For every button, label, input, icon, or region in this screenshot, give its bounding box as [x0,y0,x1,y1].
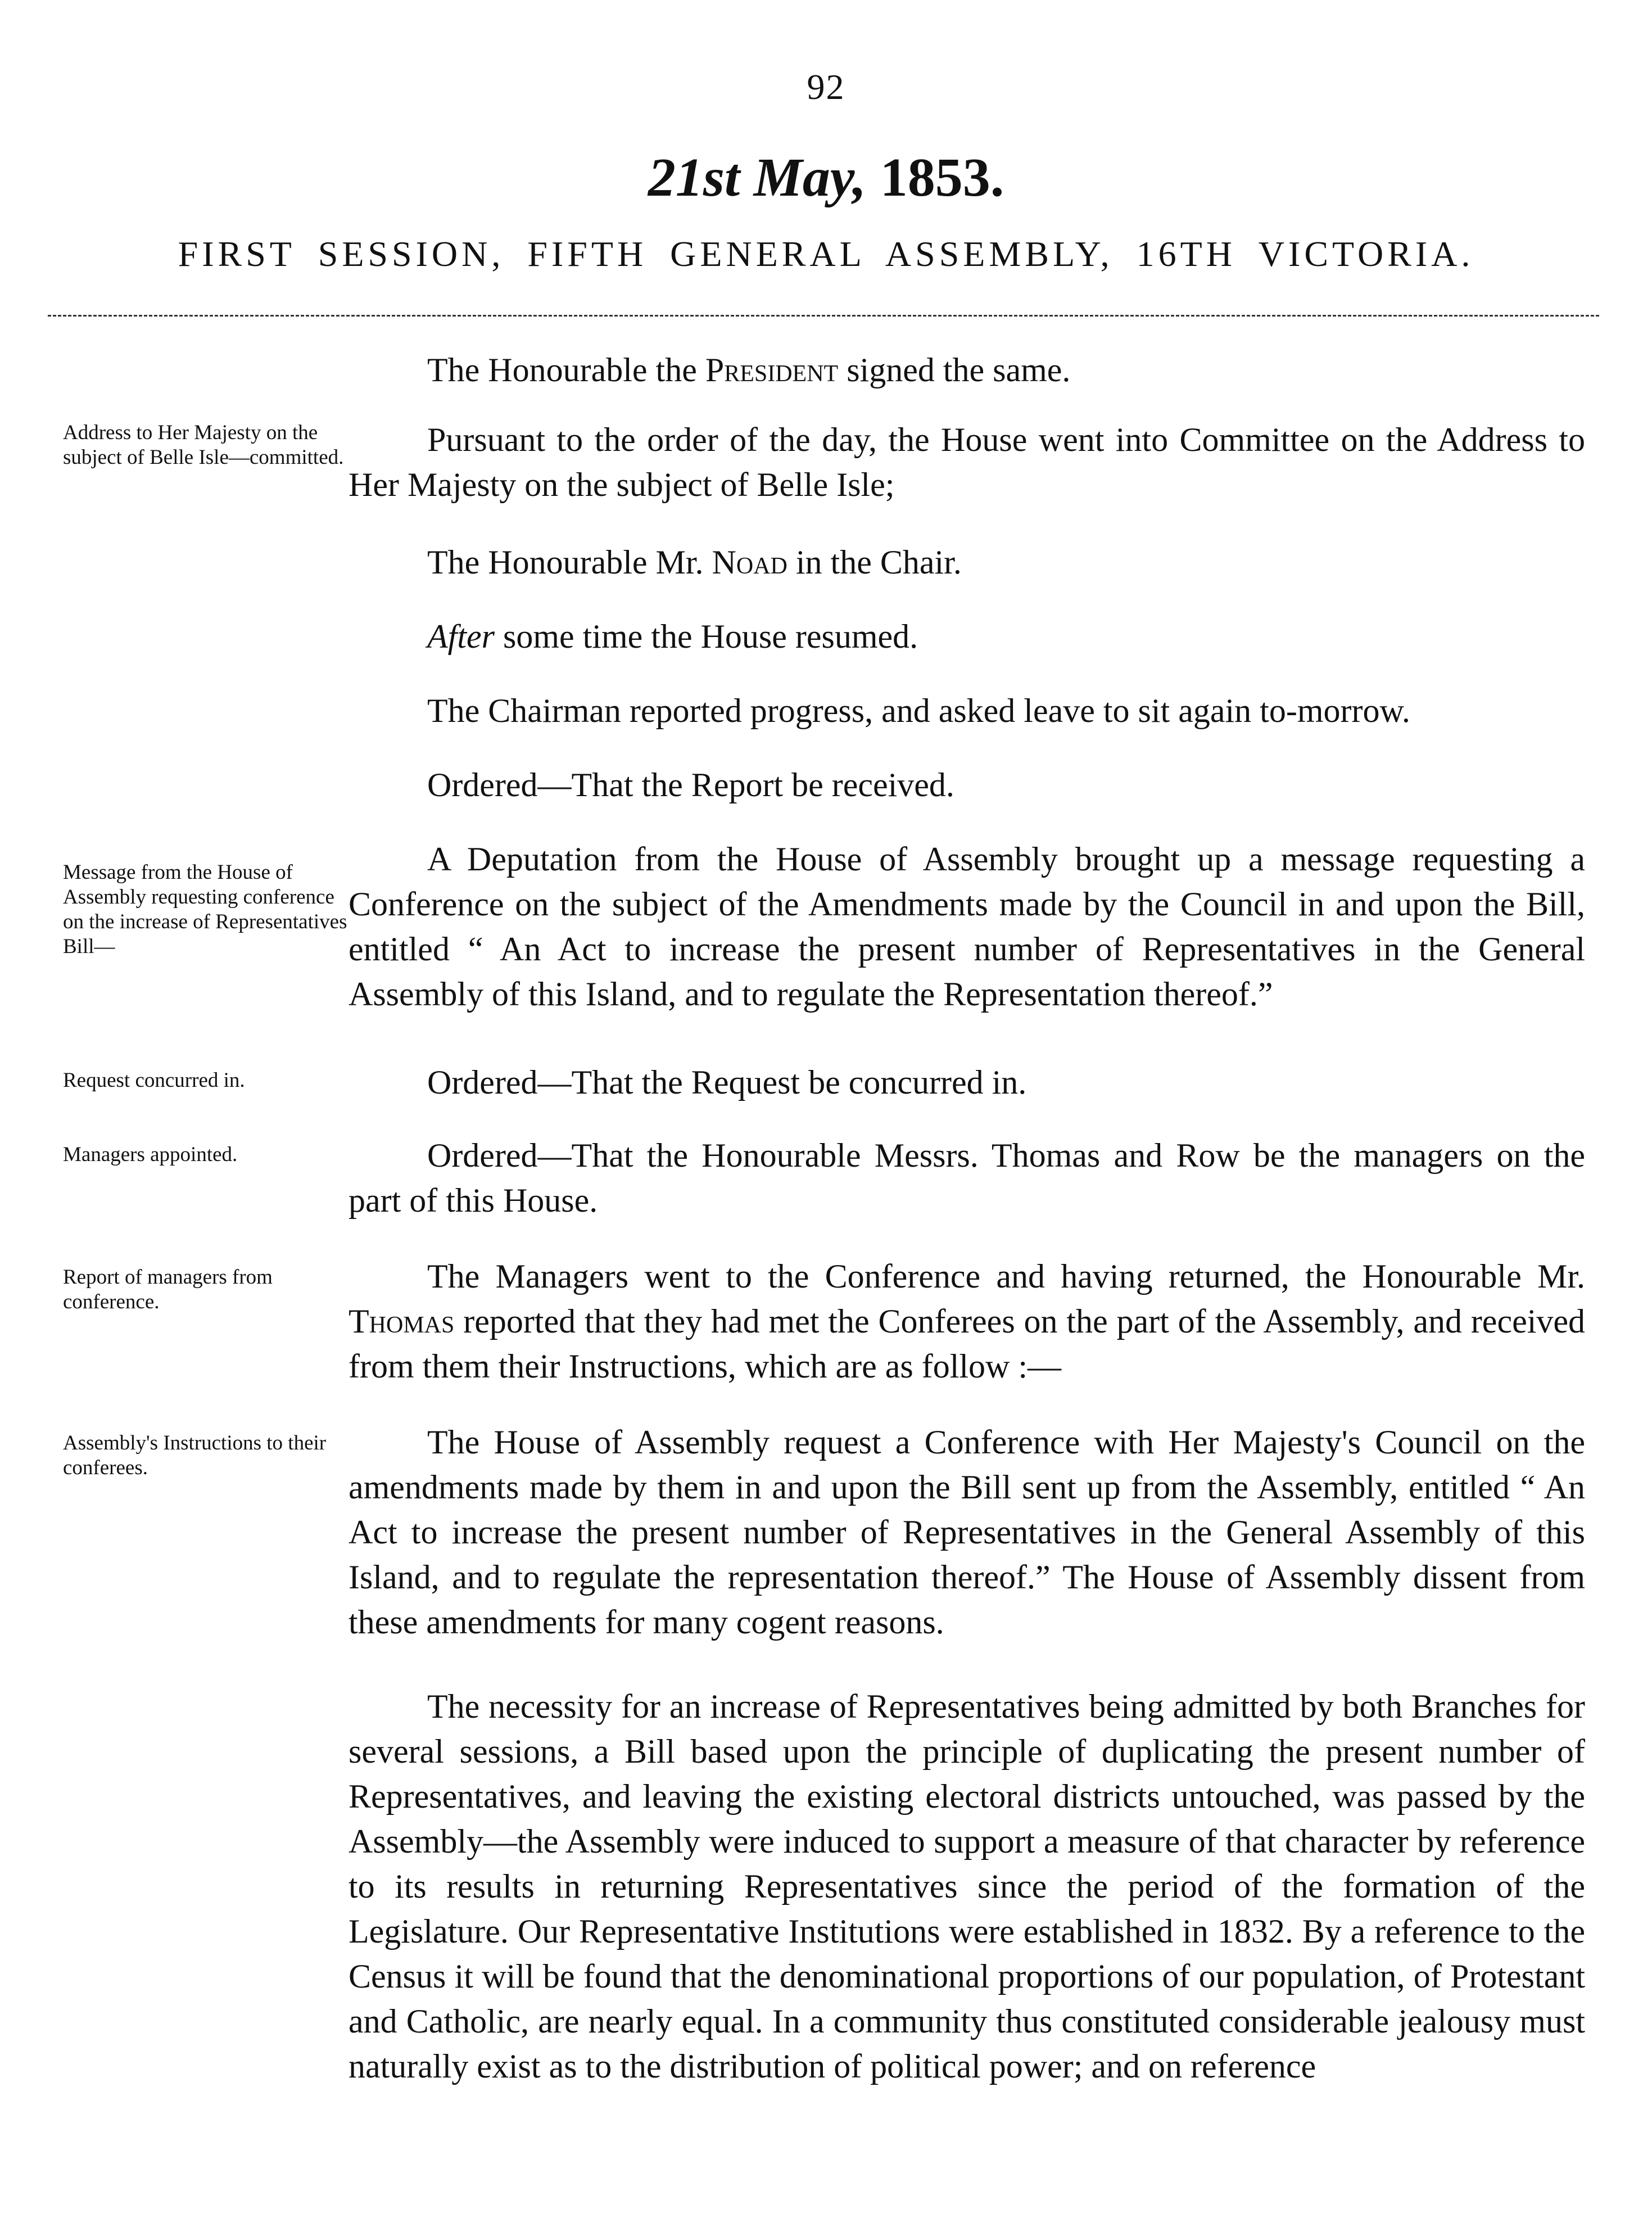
date-heading-day: 21st May, [648,147,867,208]
session-heading: FIRST SESSION, FIFTH GENERAL ASSEMBLY, 16TH VICTORIA. [178,234,1474,274]
text-report-name: Thomas [348,1303,455,1340]
text-chair-pre: The Honourable Mr. [427,544,712,581]
text-report-pre: The Managers went to the Conference and having returned, the Honourable Mr. [427,1258,1585,1295]
text-president-pre: The Honourable the [427,351,705,389]
paragraph-committee: Pursuant to the order of the day, the House went into Committee on the Address to Her Majesty on the subject of Belle Isle; [348,421,1585,503]
margin-note-address: Address to Her Majesty on the subject of Belle Isle—committed. [63,421,344,469]
header-rule [48,315,1599,317]
paragraph-progress: The Chairman reported progress, and asked leave to sit again to-morrow. [427,692,1410,729]
date-heading-year: 1853. [880,147,1004,208]
paragraph-chair [427,540,1652,585]
paragraph-president-signed [427,347,1652,392]
paragraph-request-concurred: Ordered—That the Request be concurred in. [427,1064,1027,1101]
paragraph-managers-ordered: Ordered—That the Honourable Messrs. Thomas and Row be the managers on the part of this House. [348,1137,1585,1219]
paragraph-report-received: Ordered—That the Report be received. [427,766,954,803]
margin-note-managers: Managers appointed. [63,1143,238,1166]
text-chair-post: in the Chair. [787,544,962,581]
paragraph-deputation: A Deputation from the House of Assembly brought up a message requesting a Conference on the subject of the Amendments made by the Council in and upon the Bill, entitled “ An Act to increase the present number of Representatives in the General Assembly of this Island, and to regulate the Representation thereof.” [348,841,1585,1013]
text-chair-name: Noad [712,544,787,581]
margin-note-instructions: Assembly's Instructions to their conferees. [63,1431,327,1479]
text-resumed-rest: some time the House resumed. [494,618,918,655]
text-president-name: President [705,351,839,389]
text-resumed-after: After [427,618,495,655]
margin-note-message: Message from the House of Assembly requesting conference on the increase of Representatives Bill— [63,861,347,958]
paragraph-necessity: The necessity for an increase of Representatives being admitted by both Branches for several sessions, a Bill based upon the principle of duplicating the present number of Representatives, and leaving the existing electoral districts untouched, was passed by the Assembly—the Assembly were induced to support a measure of that character by reference to its results in returning Representatives since the period of the formation of the Legislature. Our Representative Institutions were established in 1832. By a reference to the Census it will be found that the denominational proportions of our population, of Protestant and Catholic, are nearly equal. In a community thus constituted considerable jealousy must naturally exist as to the distribution of political power; and on reference [348,1688,1585,2085]
paragraph-managers-report [348,1254,1585,1389]
text-president-post: signed the same. [838,351,1071,389]
margin-note-concurred: Request concurred in. [63,1069,245,1092]
text-report-post: reported that they had met the Conferees on the part of the Assembly, and received from them their Instructions, which are as follow :— [348,1303,1585,1385]
margin-note-report: Report of managers from conference. [63,1266,273,1313]
page-number: 92 [807,67,845,107]
date-heading [0,146,1652,209]
paragraph-assembly-request: The House of Assembly request a Conference with Her Majesty's Council on the amendments made by them in and upon the Bill sent up from the Assembly, entitled “ An Act to increase the present number of Representatives in the General Assembly of this Island, and to regulate the representation thereof.” The House of Assembly dissent from these amendments for many cogent reasons. [348,1424,1585,1641]
paragraph-resumed [427,614,1652,659]
